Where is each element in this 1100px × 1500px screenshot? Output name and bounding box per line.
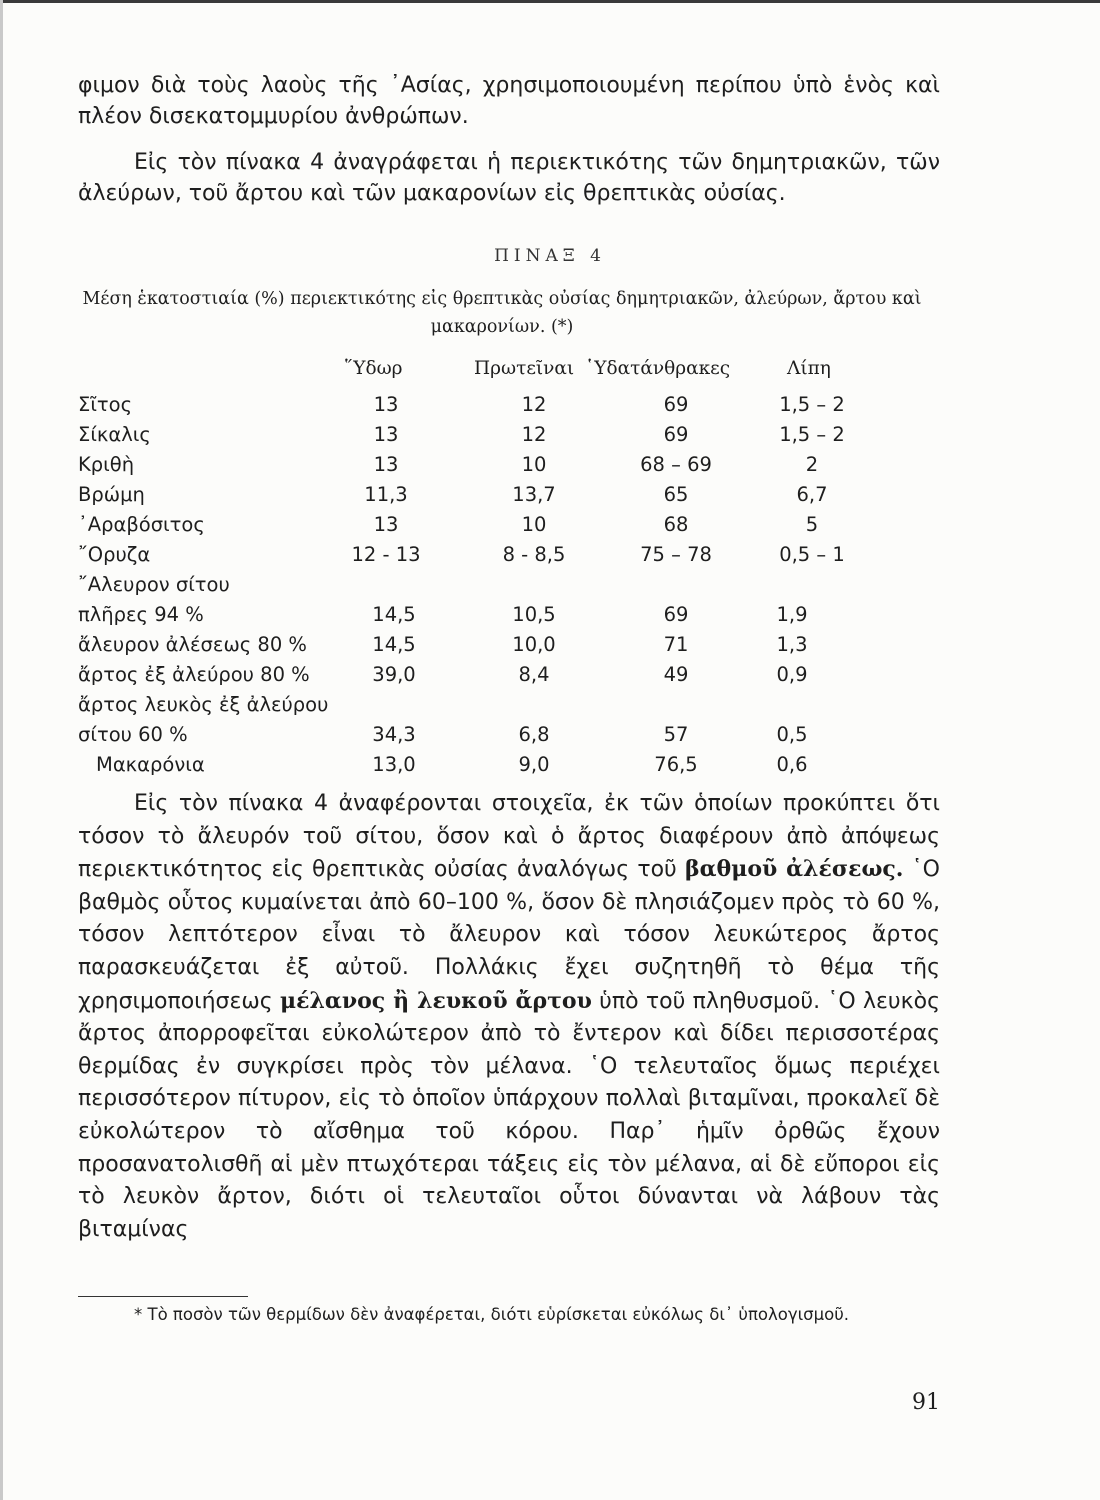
cell-water: 14,5 [372,603,416,626]
cell-fat: 1,3 [776,633,808,656]
cell-carbs: 57 [663,723,689,746]
cell-carbs: 49 [663,663,689,686]
row-label: Μακαρόνια [96,753,205,776]
cell-protein: 12 [521,423,547,446]
cell-fat: 1,5 – 2 [779,393,845,416]
cell-carbs: 75 – 78 [640,543,712,566]
cell-carbs: 71 [663,633,689,656]
page-top-edge [0,0,1100,3]
cell-fat: 0,5 – 1 [779,543,845,566]
cell-carbs: 76,5 [654,753,698,776]
paragraph-intro: Εἰς τὸν πίνακα 4 ἀναγράφεται ἡ περιεκτικότης τῶν δημητριακῶν, τῶν ἀλεύρων, τοῦ ἄρτου καὶ τῶν μακαρονίων εἰς θρεπτικὰς οὐσίας. [78,150,940,206]
cell-water: 13 [373,393,399,416]
row-label: Βρώμη [78,483,145,506]
paragraph-top: φιμον διὰ τοὺς λαοὺς τῆς ᾿Ασίας, χρησιμοποιουμένη περίπου ὑπὸ ἑνὸς καὶ πλέον δισεκατομμυρίου ἀνθρώπων. [78,73,940,129]
cell-fat: 0,5 [776,723,808,746]
row-label: ἄλευρον ἀλέσεως 80 % [78,633,307,656]
row-label: Σίκαλις [78,423,151,446]
row-label: σίτου 60 % [78,723,188,746]
cell-protein: 10 [521,513,547,536]
cell-protein: 12 [521,393,547,416]
cell-water: 11,3 [364,483,408,506]
cell-carbs: 68 [663,513,689,536]
row-label: πλῆρες 94 % [78,603,204,626]
cell-fat: 5 [805,513,819,536]
group-label-flour: ῎Αλευρον σίτου [78,573,230,596]
cell-fat: 0,9 [776,663,808,686]
cell-protein: 13,7 [512,483,556,506]
cell-water: 12 - 13 [351,543,421,566]
paragraph-main [78,788,940,1246]
column-header-fat: Λίπη [787,358,831,379]
cell-protein: 10,5 [512,603,556,626]
cell-water: 14,5 [372,633,416,656]
cell-water: 13 [373,423,399,446]
row-label: ἄρτος ἐξ ἀλεύρου 80 % [78,663,310,686]
page-number: 91 [912,1390,940,1415]
row-label: Σῖτος [78,393,133,416]
row-label: ᾿Αραβόσιτος [78,513,205,536]
footnote-rule [78,1296,248,1297]
cell-protein: 10 [521,453,547,476]
footnote: * Τὸ ποσὸν τῶν θερμίδων δὲν ἀναφέρεται, διότι εὑρίσκεται εὐκόλως δι᾿ ὑπολογισμοῦ. [134,1305,850,1324]
row-label: Κριθὴ [78,453,135,476]
cell-carbs: 69 [663,423,689,446]
cell-water: 13 [373,453,399,476]
cell-fat: 2 [805,453,819,476]
column-header-protein: Πρωτεῖναι [474,358,575,379]
cell-water: 13,0 [372,753,416,776]
row-label: ῎Ορυζα [78,543,151,566]
paragraph-main-text-3: ὑπὸ τοῦ πληθυσμοῦ. ῾Ο λευκὸς ἄρτος ἀπορροφεῖται εὐκολώτερον ἀπὸ τὸ ἔντερον καὶ δίδει περισσοτέρας θερμίδας ἐν συγκρίσει πρὸς τὸν μέλανα. ῾Ο τελευταῖος ὅμως περιέχει περισσότερον πίτυρον, εἰς τὸ ὁποῖον ὑπάρχουν πολλαὶ βιταμῖναι, προκαλεῖ δὲ εὐκολώτερον τὸ αἴσθημα τοῦ κόρου. Παρ᾿ ἡμῖν ὀρθῶς ἔχουν προσανατολισθῆ αἱ μὲν πτωχότεραι τάξεις εἰς τὸν μέλανα, αἱ δὲ εὔποροι εἰς τὸ λευκὸν ἄρτον, διότι οἱ τελευταῖοι οὗτοι δύνανται νὰ λάβουν τὰς βιταμίνας [78,988,940,1242]
emphasis-black-white-bread: μέλανος ἢ λευκοῦ ἄρτου [280,987,592,1014]
cell-fat: 6,7 [796,483,828,506]
cell-protein: 10,0 [512,633,556,656]
group-label-white-bread: ἄρτος λευκὸς ἐξ ἀλεύρου [78,693,329,716]
cell-fat: 1,9 [776,603,808,626]
cell-fat: 1,5 – 2 [779,423,845,446]
cell-protein: 8,4 [518,663,550,686]
cell-water: 34,3 [372,723,416,746]
column-header-carbs: ῾Υδατάνθρακες [585,358,731,379]
cell-carbs: 65 [663,483,689,506]
paragraph-main-text-2: ῾Ο βαθμὸς οὗτος κυμαίνεται ἀπὸ 60–100 %, ὅσον δὲ πλησιάζομεν πρὸς τὸ 60 %, τόσον λεπτότερον εἶναι τὸ ἄλευρον καὶ τόσον λευκώτερος ἄρτος παρασκευάζεται ἐξ αὐτοῦ. Πολλάκις ἔχει συζητηθῆ τὸ θέμα τῆς χρησιμοποιήσεως [78,857,940,1014]
column-header-water: ῞Υδωρ [344,358,403,379]
cell-protein: 9,0 [518,753,550,776]
cell-fat: 0,6 [776,753,808,776]
paragraph-main-text-1: Εἰς τὸν πίνακα 4 ἀναφέρονται στοιχεῖα, ἐκ τῶν ὁποίων προκύπτει ὅτι τόσον τὸ ἄλευρόν τοῦ σίτου, ὅσον καὶ ὁ ἄρτος διαφέρουν ἀπὸ ἀπόψεως περιεκτικότητος εἰς θρεπτικὰς οὐσίας ἀναλόγως τοῦ [78,791,940,883]
cell-carbs: 68 – 69 [640,453,712,476]
emphasis-milling-degree: βαθμοῦ ἀλέσεως. [685,856,904,883]
cell-carbs: 69 [663,393,689,416]
cell-water: 13 [373,513,399,536]
table-caption: Μέση ἑκατοστιαία (%) περιεκτικότης εἰς θρεπτικὰς οὐσίας δημητριακῶν, ἀλεύρων, ἄρτου καὶ μακαρονίων. (*) [82,289,922,337]
cell-carbs: 69 [663,603,689,626]
table-label: ΠΙΝΑΞ 4 [494,246,606,266]
cell-protein: 6,8 [518,723,550,746]
cell-water: 39,0 [372,663,416,686]
page-left-edge [0,0,3,1500]
cell-protein: 8 - 8,5 [502,543,566,566]
